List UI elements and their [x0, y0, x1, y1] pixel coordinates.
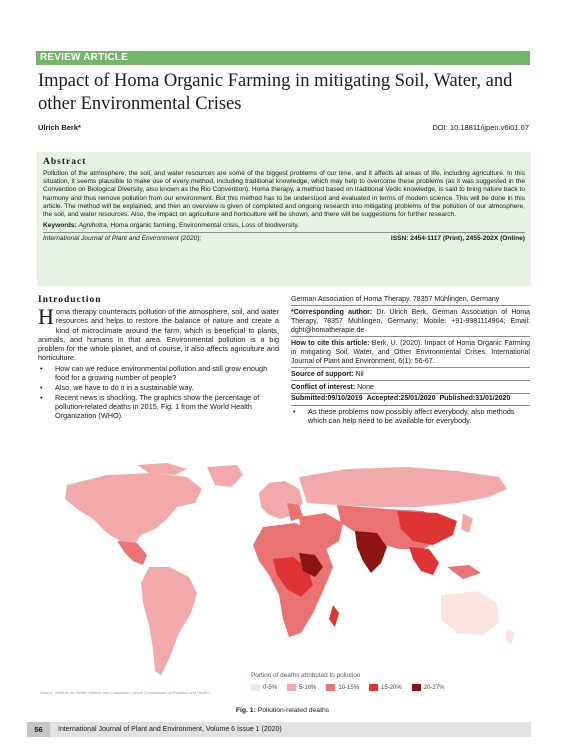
- legend-item: [326, 684, 359, 691]
- south-america-region: [141, 567, 197, 675]
- legend-swatch: [412, 684, 421, 691]
- abstract-heading: Abstract: [43, 157, 87, 167]
- keywords: [43, 221, 525, 230]
- caption-label: Fig. 1:: [235, 707, 256, 714]
- support-label: Source of support:: [291, 371, 354, 378]
- conflict-text: None: [355, 384, 374, 391]
- legend-title: Portion of deaths attributed to pollution: [251, 672, 361, 679]
- europe-region: [259, 481, 303, 521]
- legend-label: 0-5%: [263, 684, 278, 691]
- legend-label: 15-20%: [381, 684, 402, 691]
- legend-label: 10-15%: [338, 684, 360, 691]
- page-footer: [27, 722, 531, 737]
- legend-label: 5-10%: [299, 684, 317, 691]
- legend-swatch: [369, 684, 378, 691]
- asia-region: [337, 505, 473, 575]
- support-text: Nil: [353, 371, 364, 378]
- keywords-list: , Homa organic farming, Environmental crisis, Loss of biodiversity.: [106, 222, 300, 230]
- legend-swatch: [287, 684, 296, 691]
- corresponding-text: Dr. Ulrich Berk, German Association of Homa Therapy, 78357 Mühlingen, Germany; Mobile: +91-9981114904; Email: dght@homatherapie.de: [291, 309, 530, 334]
- list-item: • Also, we have to do it in a sustainable way.: [38, 383, 279, 392]
- legend-swatch: [326, 684, 335, 691]
- journal-citation: International Journal of Plant and Environment (2020);: [43, 235, 202, 243]
- page-number: 56: [27, 722, 50, 737]
- article-title: Impact of Homa Organic Farming in mitigating Soil, Water, and other Environmental Crises: [38, 71, 513, 114]
- north-america-region: [65, 463, 202, 565]
- keyword-italic: Agnihotra: [78, 222, 107, 230]
- legend-items: [251, 684, 481, 691]
- pollution-deaths-world-map: [37, 463, 531, 703]
- corresponding-author: [291, 306, 530, 337]
- legend-item: [251, 684, 277, 691]
- introduction-column: [38, 295, 279, 421]
- caption-text: Pollution-related deaths: [255, 707, 330, 714]
- introduction-text: oma therapy counteracts pollution of the atmosphere, soil, and water resources and helps to restore the balance of nature and create a kind of microclimate around the farm, which is beneficial to plants, animals, and humans in that area. Environmental pollution is a big problem for the whole planet, and of course, it also affects agriculture and horticulture.: [38, 307, 279, 363]
- legend-swatch: [251, 684, 260, 691]
- correspondence-column: [291, 295, 530, 426]
- legend-item: [412, 684, 445, 691]
- list-item: • As these problems now possibly affect everybody, also methods which can help need to be available for everybody.: [291, 407, 530, 426]
- list-item: • Recent news is shocking. The graphics show the percentage of pollution-related deaths in 2015, Fig. 1 from the World Health Organization (WHO).: [38, 393, 279, 421]
- oceania-region: [441, 565, 515, 645]
- keywords-label: Keywords:: [43, 222, 77, 230]
- submitted-date: Submitted:09/10/2019: [291, 395, 363, 402]
- russia-region: [299, 467, 507, 507]
- introduction-paragraph: [38, 304, 279, 363]
- accepted-date: Accepted:25/01/2020: [366, 395, 436, 402]
- figure-caption: [0, 707, 565, 714]
- map-source-note: Source: Institute for Health Metrics and Evaluation, Lancet Commission on Pollution and Health: [40, 690, 209, 695]
- legend-item: [369, 684, 402, 691]
- published-date: Published:31/01/2020: [439, 395, 511, 402]
- footer-journal: International Journal of Plant and Environment, Volume 6 Issue 1 (2020): [58, 726, 282, 733]
- abstract-text: Pollution of the atmosphere, the soil, and water resources are some of the biggest problems of our time, and it affects all areas of life, including agriculture. In this situation, it seems plausible to make use of every method, including traditional knowledge, which may help to overcome these problems (as it was suggested in the Convention on Biological Diversity, also known as the Rio Convention). Homa therapy, a method based on traditional Vedic knowledge, is said to bring nature back to harmony and thus remove pollution from our environment. But this method has to be understood and evaluated in terms of modern science. This will be done in this article. The method will be explained, and then an overview is given of completed and ongoing research into mitigating problems of the pollution of our atmosphere, the soil, and water resources. Also, the impact on agriculture and horticulture will be shown, and there will be suggestions for further research.: [43, 170, 525, 219]
- issn: ISSN: 2454-1117 (Print), 2455-202X (Online): [390, 235, 525, 243]
- legend-label: 20-27%: [423, 684, 445, 691]
- introduction-heading: Introduction: [38, 295, 102, 305]
- affiliation: German Association of Homa Therapy, 78357 Mühlingen, Germany: [291, 295, 530, 306]
- article-dates: [291, 394, 530, 406]
- right-bullets: [291, 407, 530, 426]
- corresponding-label: *Corresponding author:: [291, 309, 373, 316]
- conflict-of-interest: [291, 381, 530, 394]
- how-to-cite: [291, 337, 530, 368]
- article-type-banner: REVIEW ARTICLE: [36, 51, 530, 65]
- journal-issn-line: [43, 232, 525, 243]
- conflict-label: Conflict of interest:: [291, 384, 356, 391]
- list-item: • How can we reduce environmental pollution and still grow enough food for a growing number of people?: [38, 364, 279, 383]
- abstract-box: [37, 152, 531, 286]
- drop-cap: H: [38, 304, 54, 329]
- author-name: Ulrich Berk*: [38, 123, 81, 132]
- map-legend: [251, 672, 481, 691]
- greenland-region: [207, 465, 243, 487]
- source-of-support: [291, 368, 530, 381]
- cite-text: Berk, U. (2020). Impact of Homa Organic Farming in mitigating Soil, Water, and Other Environmental Crises. International Journal of Plant and Environment, 6(1): 56-67.: [291, 340, 531, 365]
- doi-link[interactable]: DOI: 10.18811/ijpen.v6i01.07: [432, 123, 529, 132]
- introduction-bullets: [38, 364, 279, 421]
- legend-item: [287, 684, 316, 691]
- cite-label: How to cite this article:: [291, 340, 370, 347]
